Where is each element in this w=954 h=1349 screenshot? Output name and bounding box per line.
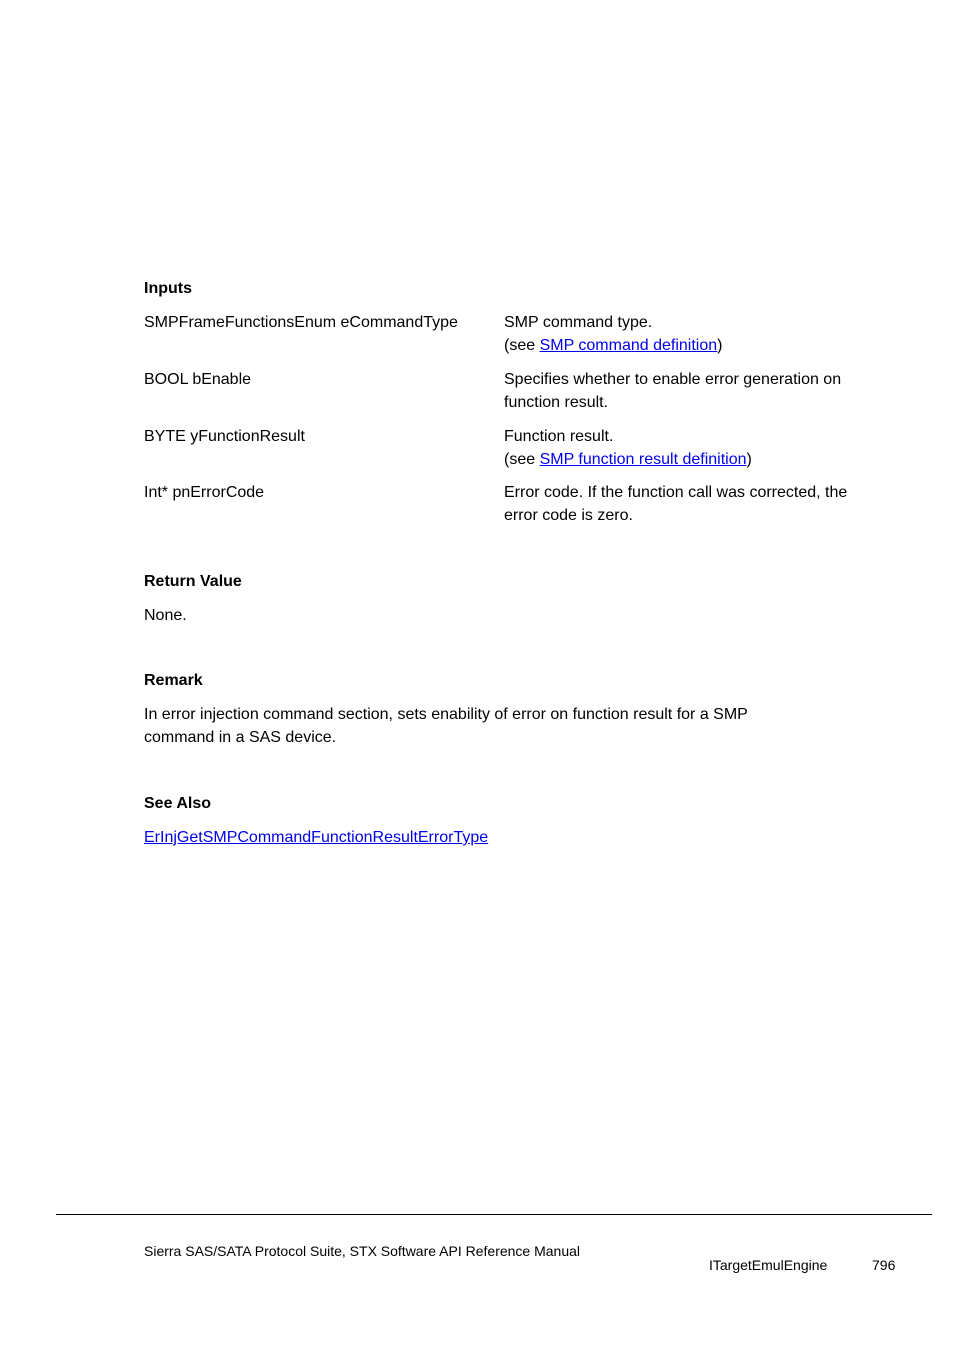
see-also-entry bbox=[144, 826, 844, 849]
footer-section-name: ITargetEmulEngine bbox=[709, 1257, 828, 1273]
param-desc-enable bbox=[504, 368, 904, 414]
param-desc-line: function result. bbox=[504, 394, 609, 411]
see-also-heading: See Also bbox=[144, 795, 211, 812]
param-desc-line: Error code. If the function call was corrected, the bbox=[504, 484, 848, 501]
see-suffix: ) bbox=[746, 451, 752, 468]
remark-heading: Remark bbox=[144, 672, 203, 689]
param-desc-function-result bbox=[504, 425, 904, 471]
param-name-enable: BOOL bEnable bbox=[144, 371, 252, 388]
footer-divider bbox=[56, 1214, 932, 1215]
param-desc-line: Function result. bbox=[504, 428, 614, 445]
param-see-line bbox=[504, 448, 904, 471]
param-desc-line: SMP command type. bbox=[504, 314, 653, 331]
return-value-heading: Return Value bbox=[144, 573, 242, 590]
param-name-error-code: Int* pnErrorCode bbox=[144, 484, 265, 501]
see-prefix: (see bbox=[504, 451, 540, 468]
return-value-text: None. bbox=[144, 607, 187, 624]
param-see-line bbox=[504, 334, 904, 357]
param-desc-command-type bbox=[504, 311, 904, 357]
footer-page-number: 796 bbox=[872, 1257, 896, 1273]
see-also-link[interactable]: ErInjGetSMPCommandFunctionResultErrorType bbox=[144, 829, 489, 846]
remark-line: In error injection command section, sets enability of error on function result for a SMP bbox=[144, 706, 748, 723]
smp-function-result-definition-link[interactable]: SMP function result definition bbox=[539, 451, 747, 468]
see-prefix: (see bbox=[504, 337, 540, 354]
param-desc-line: Specifies whether to enable error generation on bbox=[504, 371, 842, 388]
smp-command-definition-link[interactable]: SMP command definition bbox=[539, 337, 718, 354]
param-name-command-type: SMPFrameFunctionsEnum eCommandType bbox=[144, 314, 458, 331]
param-desc-line: error code is zero. bbox=[504, 507, 633, 524]
param-desc-error-code bbox=[504, 481, 904, 527]
remark-text bbox=[144, 703, 844, 749]
footer-manual-title: Sierra SAS/SATA Protocol Suite, STX Software API Reference Manual bbox=[144, 1243, 581, 1259]
see-suffix: ) bbox=[717, 337, 723, 354]
inputs-heading: Inputs bbox=[144, 280, 192, 297]
param-name-function-result: BYTE yFunctionResult bbox=[144, 428, 305, 445]
remark-line: command in a SAS device. bbox=[144, 729, 337, 746]
